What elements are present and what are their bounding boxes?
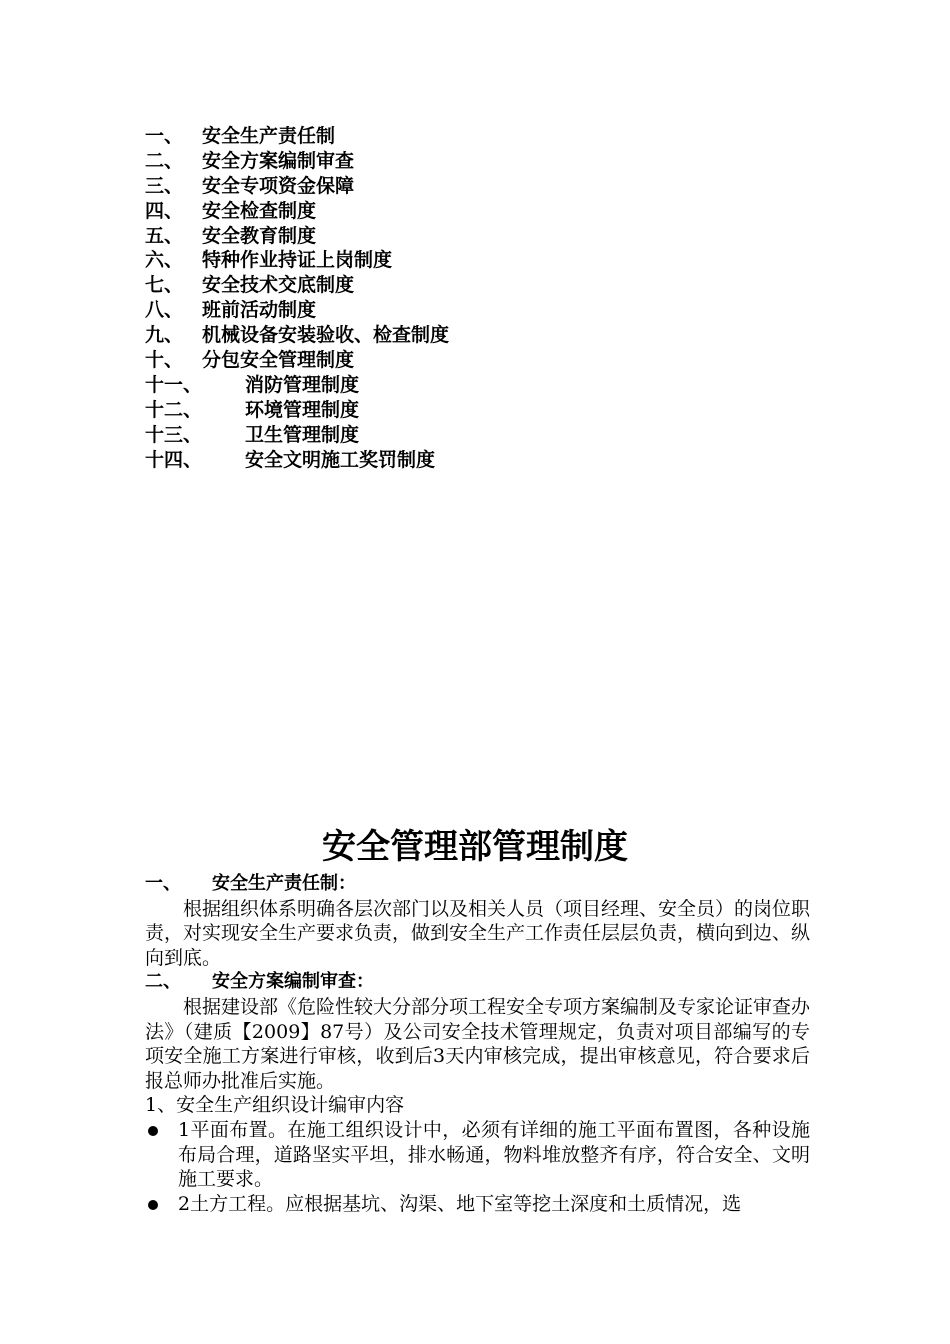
section-heading <box>145 872 810 897</box>
toc-item-number: 十三、 <box>145 423 203 446</box>
toc-item-number: 九、 <box>145 324 184 347</box>
toc-item-label: 安全技术交底制度 <box>202 274 355 297</box>
toc-item-number: 三、 <box>145 174 184 197</box>
section-number: 二、 <box>145 971 181 993</box>
toc-item-number: 十四、 <box>145 448 203 471</box>
toc-item-number: 八、 <box>145 299 184 322</box>
toc-item-label: 消防管理制度 <box>245 373 360 396</box>
toc-item-label: 安全检查制度 <box>202 199 317 222</box>
section-paragraph: 根据组织体系明确各层次部门以及相关人员（项目经理、安全员）的岗位职责，对实现安全生产要求负责，做到安全生产工作责任层层负责，横向到边、纵向到底。 <box>145 897 811 969</box>
list-item <box>145 1192 810 1217</box>
list-item-text: 1平面布置。在施工组织设计中，必须有详细的施工平面布置图，各种设施布局合理，道路坚实平坦，排水畅通，物料堆放整齐有序，符合安全、文明施工要求。 <box>178 1118 810 1191</box>
toc-item-number: 十一、 <box>145 373 203 396</box>
toc-item-number: 十、 <box>145 349 184 372</box>
subsection-heading: 1、安全生产组织设计编审内容 <box>145 1094 405 1117</box>
toc-item-number: 四、 <box>145 199 184 222</box>
toc-item-number: 五、 <box>145 224 184 247</box>
section-number: 一、 <box>145 873 181 894</box>
bullet-list <box>145 1118 810 1216</box>
toc-item-number: 七、 <box>145 274 184 297</box>
document-body <box>145 872 810 1216</box>
section-title: 安全生产责任制： <box>212 873 356 894</box>
section-title: 安全方案编制审查： <box>212 971 374 993</box>
toc-item-label: 安全方案编制审查 <box>202 149 355 172</box>
list-item-text: 2土方工程。应根据基坑、沟渠、地下室等挖土深度和土质情况，选 <box>178 1192 742 1215</box>
toc-item-label: 环境管理制度 <box>245 398 360 421</box>
toc-item-label: 班前活动制度 <box>202 299 317 322</box>
toc-item-label: 安全生产责任制 <box>202 125 336 147</box>
toc-item-label: 卫生管理制度 <box>245 423 360 446</box>
section-heading <box>145 970 810 995</box>
bullet-icon <box>148 1200 158 1210</box>
toc-item-label: 安全专项资金保障 <box>202 174 355 197</box>
toc-item-label: 特种作业持证上岗制度 <box>202 249 393 272</box>
toc-item-number: 六、 <box>145 249 184 272</box>
toc-item-label: 安全教育制度 <box>202 224 317 247</box>
bullet-icon <box>148 1126 158 1136</box>
toc-item-number: 二、 <box>145 149 184 172</box>
toc-item-label: 安全文明施工奖罚制度 <box>245 448 436 471</box>
toc-item-number: 一、 <box>145 125 184 147</box>
section-paragraph: 根据建设部《危险性较大分部分项工程安全专项方案编制及专家论证审查办法》（建质【2009】87号）及公司安全技术管理规定，负责对项目部编写的专项安全施工方案进行审核，收到后3天内审核完成，提出审核意见，符合要求后报总师办批准后实施。 <box>145 995 811 1092</box>
toc-item-label: 机械设备安装验收、检查制度 <box>202 324 450 347</box>
list-item <box>145 1118 810 1192</box>
toc-item-label: 分包安全管理制度 <box>202 349 355 372</box>
toc-item-number: 十二、 <box>145 398 203 421</box>
document-title: 安全管理部管理制度 <box>322 827 628 867</box>
